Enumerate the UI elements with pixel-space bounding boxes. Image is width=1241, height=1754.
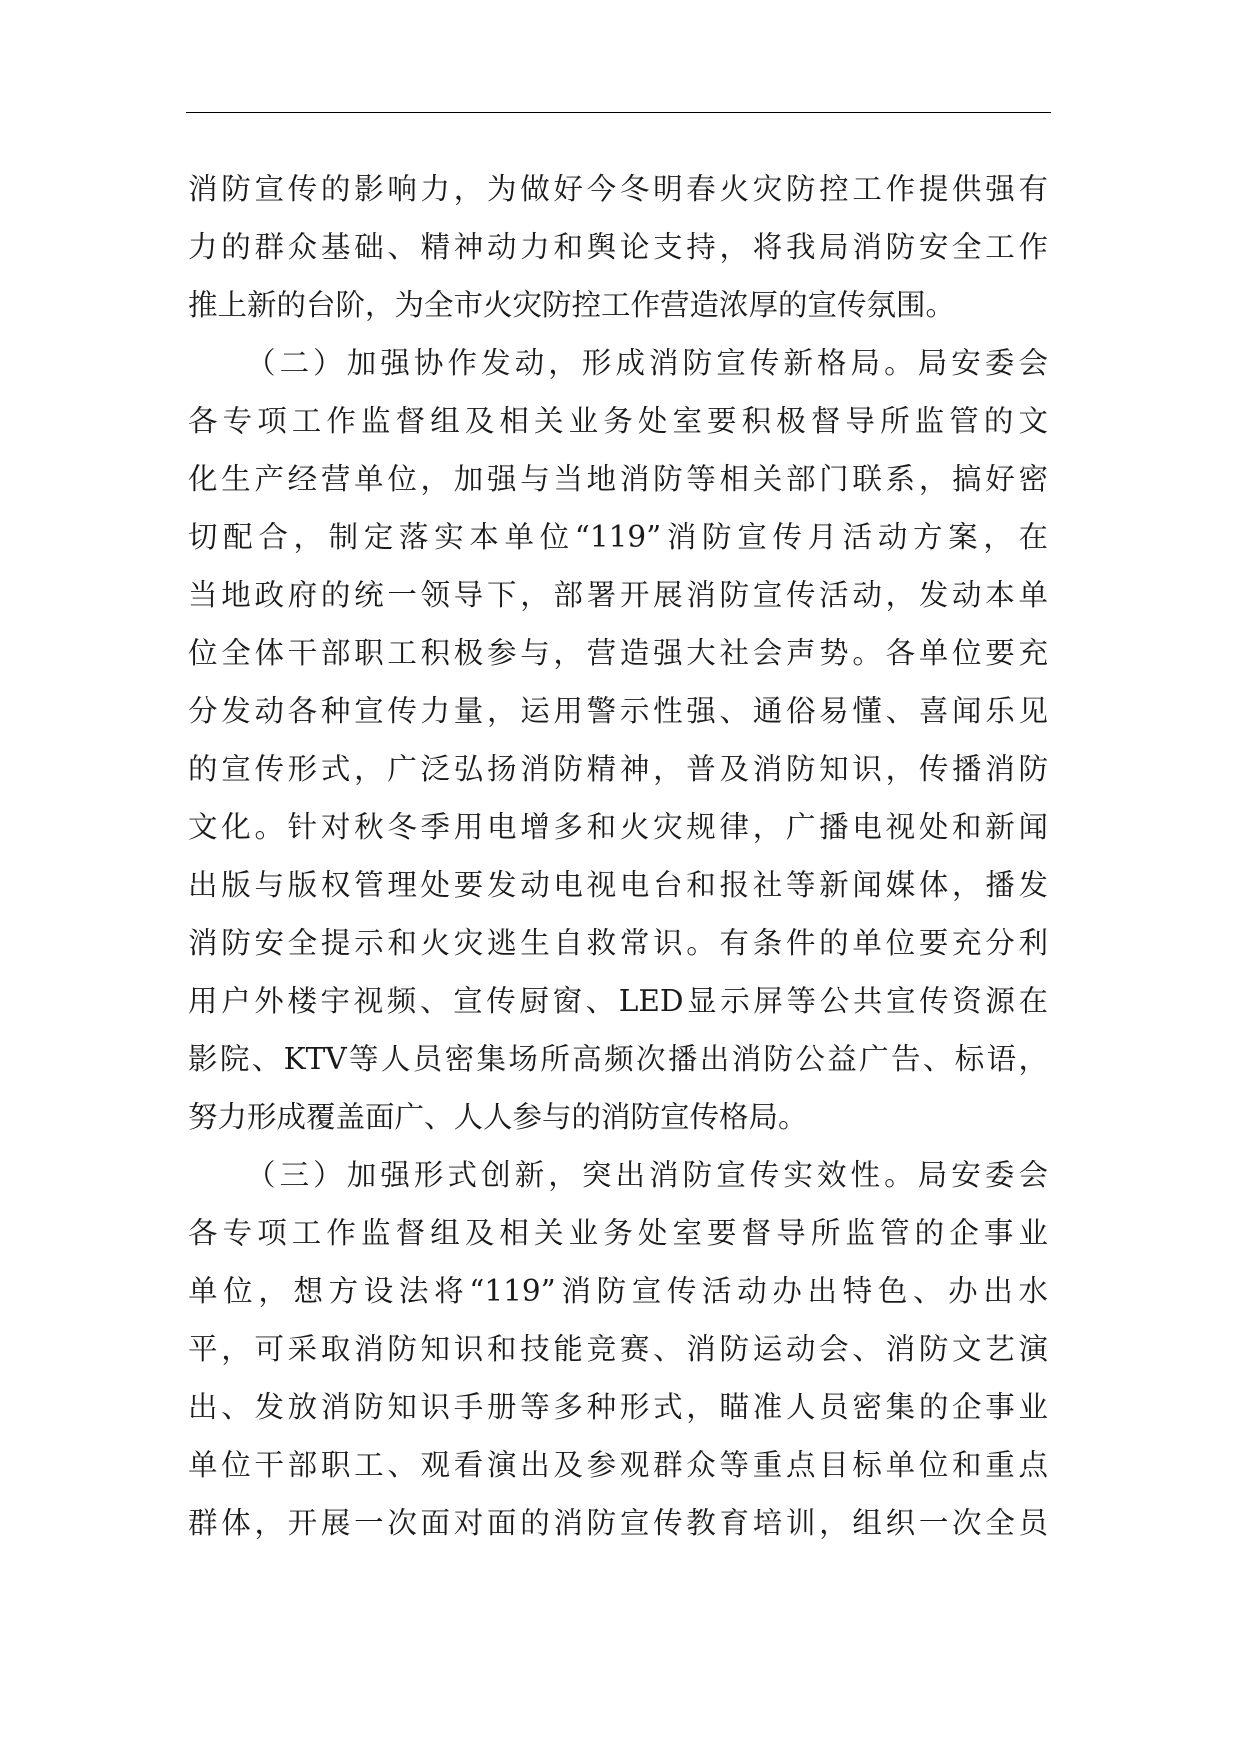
text-line: 切配合，制定落实本单位“119”消防宣传月活动方案，在 bbox=[188, 520, 1048, 554]
paragraph-continuation bbox=[188, 160, 1048, 334]
text-line: 文化。针对秋冬季用电增多和火灾规律，广播电视处和新闻 bbox=[188, 810, 1048, 844]
paragraph-section-2 bbox=[188, 334, 1048, 1146]
text-line: 出版与版权管理处要发动电视电台和报社等新闻媒体，播发 bbox=[188, 868, 1048, 902]
text-line: 推上新的台阶，为全市火灾防控工作营造浓厚的宣传氛围。 bbox=[188, 288, 956, 322]
text-line: 用户外楼宇视频、宣传厨窗、LED显示屏等公共宣传资源在 bbox=[188, 984, 1048, 1018]
text-line: 平，可采取消防知识和技能竞赛、消防运动会、消防文艺演 bbox=[188, 1332, 1048, 1366]
text-line: 化生产经营单位，加强与当地消防等相关部门联系，搞好密 bbox=[188, 462, 1048, 496]
paragraph-section-3 bbox=[188, 1146, 1048, 1552]
text-line: 分发动各种宣传力量，运用警示性强、通俗易懂、喜闻乐见 bbox=[188, 694, 1048, 728]
text-line: 各专项工作监督组及相关业务处室要督导所监管的企事业 bbox=[188, 1216, 1048, 1250]
text-line: 消防安全提示和火灾逃生自救常识。有条件的单位要充分利 bbox=[188, 926, 1048, 960]
header-rule bbox=[186, 112, 1051, 113]
section-heading-line: （二）加强协作发动，形成消防宣传新格局。局安委会 bbox=[246, 346, 1048, 380]
text-line: 消防宣传的影响力，为做好今冬明春火灾防控工作提供强有 bbox=[188, 172, 1048, 206]
text-line: 各专项工作监督组及相关业务处室要积极督导所监管的文 bbox=[188, 404, 1048, 438]
text-line: 力的群众基础、精神动力和舆论支持，将我局消防安全工作 bbox=[188, 230, 1048, 264]
section-heading-line: （三）加强形式创新，突出消防宣传实效性。局安委会 bbox=[246, 1158, 1048, 1192]
text-line: 当地政府的统一领导下，部署开展消防宣传活动，发动本单 bbox=[188, 578, 1048, 612]
text-line: 群体，开展一次面对面的消防宣传教育培训，组织一次全员 bbox=[188, 1506, 1048, 1540]
text-line: 位全体干部职工积极参与，营造强大社会声势。各单位要充 bbox=[188, 636, 1048, 670]
document-body bbox=[188, 160, 1048, 1552]
text-line: 努力形成覆盖面广、人人参与的消防宣传格局。 bbox=[188, 1100, 808, 1134]
text-line: 单位干部职工、观看演出及参观群众等重点目标单位和重点 bbox=[188, 1448, 1048, 1482]
text-line: 的宣传形式，广泛弘扬消防精神，普及消防知识，传播消防 bbox=[188, 752, 1048, 786]
text-line: 影院、KTV等人员密集场所高频次播出消防公益广告、标语， bbox=[188, 1042, 1048, 1076]
text-line: 单位，想方设法将“119”消防宣传活动办出特色、办出水 bbox=[188, 1274, 1048, 1308]
text-line: 出、发放消防知识手册等多种形式，瞄准人员密集的企事业 bbox=[188, 1390, 1048, 1424]
